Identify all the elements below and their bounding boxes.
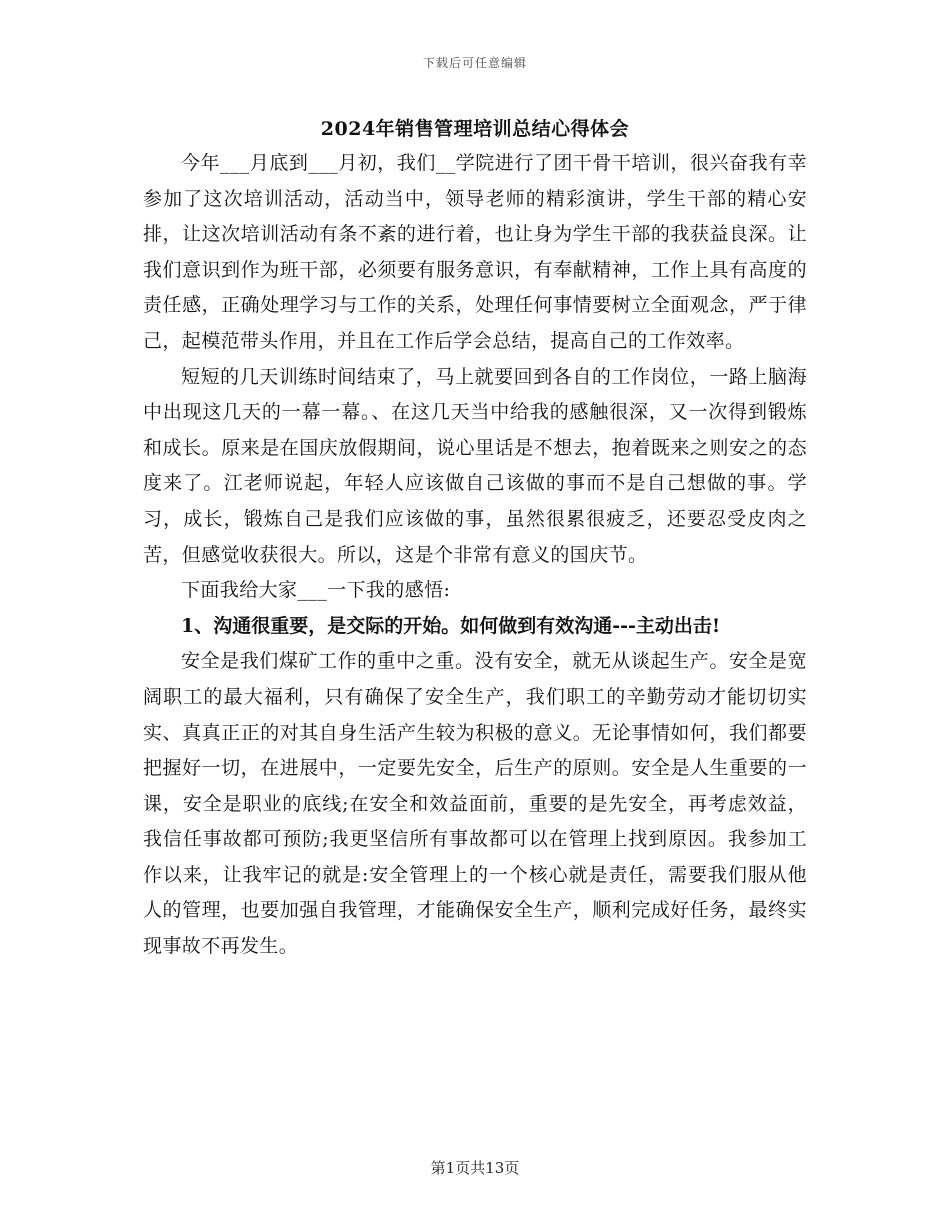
document-body — [143, 146, 807, 965]
paragraph-lead-in: 下面我给大家___一下我的感悟: — [181, 579, 451, 602]
document-title: 2024年销售管理培训总结心得体会 — [320, 118, 630, 140]
paragraph-intro: 今年___月底到___月初，我们__学院进行了团干骨干培训，很兴奋我有幸参加了这次培训活动，活动当中，领导老师的精彩演讲，学生干部的精心安排，让这次培训活动有条不紊的进行着，也让身为学生干部的我获益良深。让我们意识到作为班干部，必须要有服务意识，有奉献精神，工作上具有高度的责任感，正确处理学习与工作的关系，处理任何事情要树立全面观念，严于律己，起模范带头作用，并且在工作后学会总结，提高自己的工作效率。 — [143, 152, 807, 352]
paragraph-safety: 安全是我们煤矿工作的重中之重。没有安全，就无从谈起生产。安全是宽阔职工的最大福利，只有确保了安全生产，我们职工的辛勤劳动才能切切实实、真真正正的对其自身生活产生较为积极的意义。无论事情如何，我们都要把握好一切，在进展中，一定要先安全，后生产的原则。安全是人生重要的一课，安全是职业的底线;在安全和效益面前，重要的是先安全，再考虑效益，我信任事故都可预防;我更坚信所有事故都可以在管理上找到原因。我参加工作以来，让我牢记的就是:安全管理上的一个核心就是责任，需要我们服从他人的管理，也要加强自我管理，才能确保安全生产，顺利完成好任务，最终实现事故不再发生。 — [143, 650, 807, 958]
section-heading-communication: 1、沟通很重要，是交际的开始。如何做到有效沟通---主动出击! — [181, 614, 721, 637]
page-number-footer: 第1页共13页 — [430, 1159, 520, 1177]
page-header: 下载后可任意编辑 — [422, 56, 527, 70]
paragraph-training-reflection: 短短的几天训练时间结束了，马上就要回到各自的工作岗位，一路上脑海中出现这几天的一幕一幕。、在这几天当中给我的感触很深，又一次得到锻炼和成长。原来是在国庆放假期间，说心里话是不想去，抱着既来之则安之的态度来了。江老师说起，年轻人应该做自己该做的事而不是自己想做的事。学习，成长，锻炼自己是我们应该做的事，虽然很累很疲乏，还要忍受皮肉之苦，但感觉收获很大。所以，这是个非常有意义的国庆节。 — [143, 365, 807, 566]
